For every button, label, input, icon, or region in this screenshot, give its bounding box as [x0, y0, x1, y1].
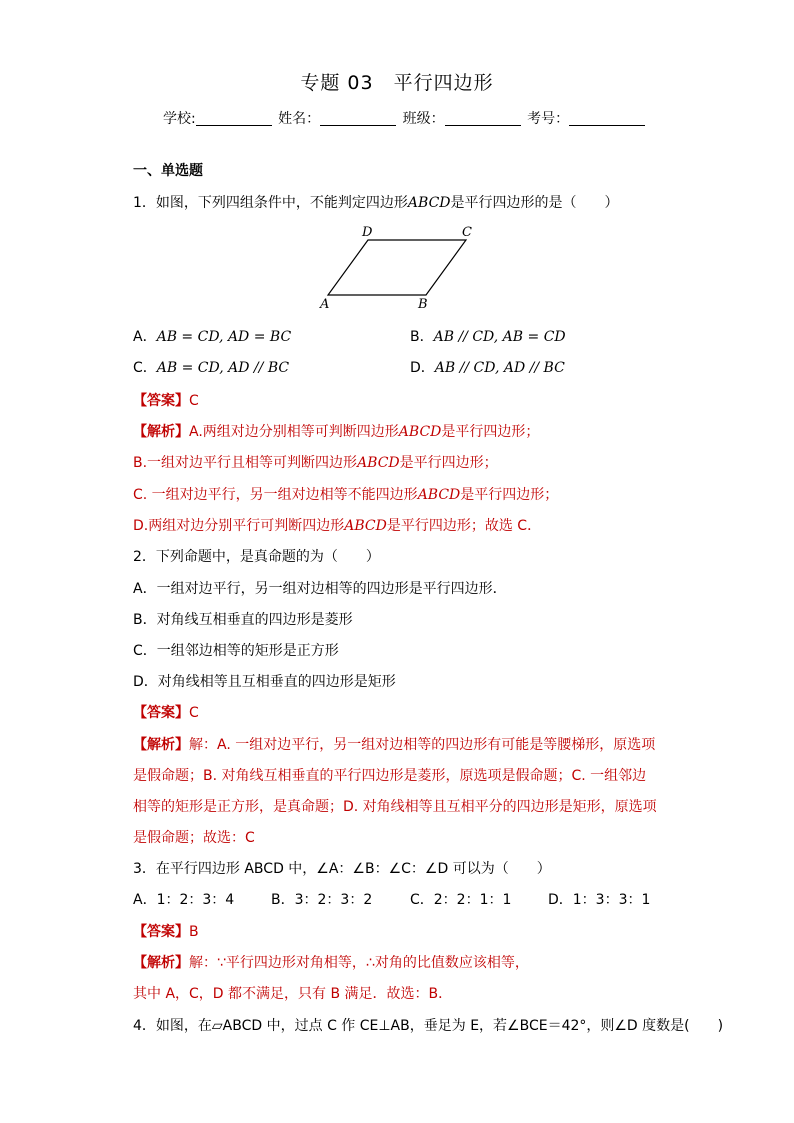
vertex-label-c: C [462, 225, 472, 240]
parallelogram-figure [318, 222, 478, 312]
q1-explanation-line-3 [133, 484, 558, 504]
explanation-text: 是平行四边形；故选 C． [386, 518, 542, 534]
explanation-text: A.两组对边分别相等可判断四边形 [189, 424, 399, 440]
explanation-text: C. 一组对边平行，另一组对边相等不能四边形 [133, 487, 418, 503]
q1-explanation-line-1 [133, 421, 539, 441]
q2-option-c: C．一组邻边相等的矩形是正方形 [133, 643, 339, 659]
q3-option-b: B．3：2：3：2 [271, 892, 373, 908]
option-label: A． [133, 329, 157, 345]
explanation-tag: 【解析】 [133, 424, 189, 440]
q1-option-d [410, 357, 565, 377]
number-label: 考号： [527, 111, 570, 127]
explanation-math: ABCD [357, 455, 400, 471]
option-math: AB = CD, AD // BC [156, 360, 290, 376]
explanation-tag: 【解析】 [133, 955, 189, 971]
option-math: AB = CD, AD = BC [156, 329, 292, 345]
vertex-label-d: D [362, 225, 373, 240]
name-blank [320, 111, 396, 126]
q2-stem: 2．下列命题中，是真命题的为（ ） [133, 549, 380, 565]
explanation-tag: 【解析】 [133, 737, 189, 753]
explanation-text: 是平行四边形； [399, 455, 498, 471]
number-blank [569, 111, 645, 126]
page-title: 专题 03 平行四边形 [300, 72, 494, 94]
answer-tag: 【答案】 [133, 705, 189, 721]
answer-value: B [189, 924, 199, 940]
q3-option-a: A．1：2：3：4 [133, 892, 235, 908]
q4-stem: 4．如图，在▱ABCD 中，过点 C 作 CE⊥AB，垂足为 E，若∠BCE＝42°，则∠D 度数是( ) [133, 1018, 724, 1034]
answer-tag: 【答案】 [133, 924, 189, 940]
option-label: C． [133, 360, 157, 376]
explanation-math: ABCD [344, 518, 387, 534]
q3-stem: 3．在平行四边形 ABCD 中，∠A：∠B：∠C：∠D 可以为（ ） [133, 861, 551, 877]
q1-stem-text: 1．如图，下列四组条件中，不能判定四边形 [133, 195, 408, 211]
q2-option-d: D．对角线相等且互相垂直的四边形是矩形 [133, 674, 396, 690]
q1-answer [133, 390, 199, 410]
explanation-text: 解：∵平行四边形对角相等，∴对角的比值数应该相等， [189, 955, 529, 971]
q2-option-a: A．一组对边平行，另一组对边相等的四边形是平行四边形． [133, 581, 507, 597]
q3-answer [133, 921, 199, 941]
school-blank [196, 111, 272, 126]
class-label: 班级： [402, 111, 445, 127]
q2-explanation-line-4: 是假命题；故选：C [133, 830, 255, 846]
q1-explanation-line-4 [133, 515, 541, 535]
student-info-row [163, 108, 647, 128]
option-label: B． [410, 329, 434, 345]
q2-answer [133, 702, 199, 722]
q1-option-c [133, 357, 289, 377]
answer-tag: 【答案】 [133, 393, 189, 409]
option-math: AB // CD, AD // BC [434, 360, 565, 376]
answer-value: C [189, 705, 199, 721]
parallelogram-shape [328, 240, 466, 295]
section-heading: 一、单选题 [133, 163, 203, 179]
explanation-text: 是平行四边形； [460, 487, 559, 503]
q2-option-b: B．对角线互相垂直的四边形是菱形 [133, 612, 353, 628]
q1-option-b [410, 326, 566, 346]
class-blank [445, 111, 521, 126]
q1-stem [133, 192, 619, 212]
name-label: 姓名： [278, 111, 321, 127]
explanation-math: ABCD [417, 487, 461, 503]
explanation-text: 解：A. 一组对边平行，另一组对边相等的四边形有可能是等腰梯形，原选项 [189, 737, 656, 753]
q3-option-c: C．2：2：1：1 [410, 892, 512, 908]
option-math: AB // CD, AB = CD [433, 329, 566, 345]
q1-stem-text-end: 是平行四边形的是（ ） [450, 195, 619, 211]
vertex-label-a: A [320, 297, 330, 312]
q2-explanation-line-1 [133, 734, 655, 754]
q3-explanation-line-2: 其中 A，C，D 都不满足，只有 B 满足．故选：B． [133, 986, 453, 1002]
vertex-label-b: B [418, 297, 428, 312]
explanation-text: D.两组对边分别平行可判断四边形 [133, 518, 345, 534]
explanation-math: ABCD [398, 424, 442, 440]
q2-explanation-line-3: 相等的矩形是正方形，是真命题；D. 对角线相等且互相平分的四边形是矩形，原选项 [133, 799, 657, 815]
q3-explanation-line-1 [133, 952, 529, 972]
option-label: D． [410, 360, 435, 376]
answer-value: C [189, 393, 199, 409]
explanation-text: B.一组对边平行且相等可判断四边形 [133, 455, 358, 471]
q2-explanation-line-2: 是假命题；B. 对角线互相垂直的平行四边形是菱形，原选项是假命题；C. 一组邻边 [133, 768, 647, 784]
q3-option-d: D．1：3：3：1 [548, 892, 651, 908]
q1-stem-math: ABCD [407, 195, 451, 211]
q1-option-a [133, 326, 291, 346]
school-label: 学校: [163, 111, 196, 127]
explanation-text: 是平行四边形； [441, 424, 540, 440]
q1-explanation-line-2 [133, 452, 498, 472]
